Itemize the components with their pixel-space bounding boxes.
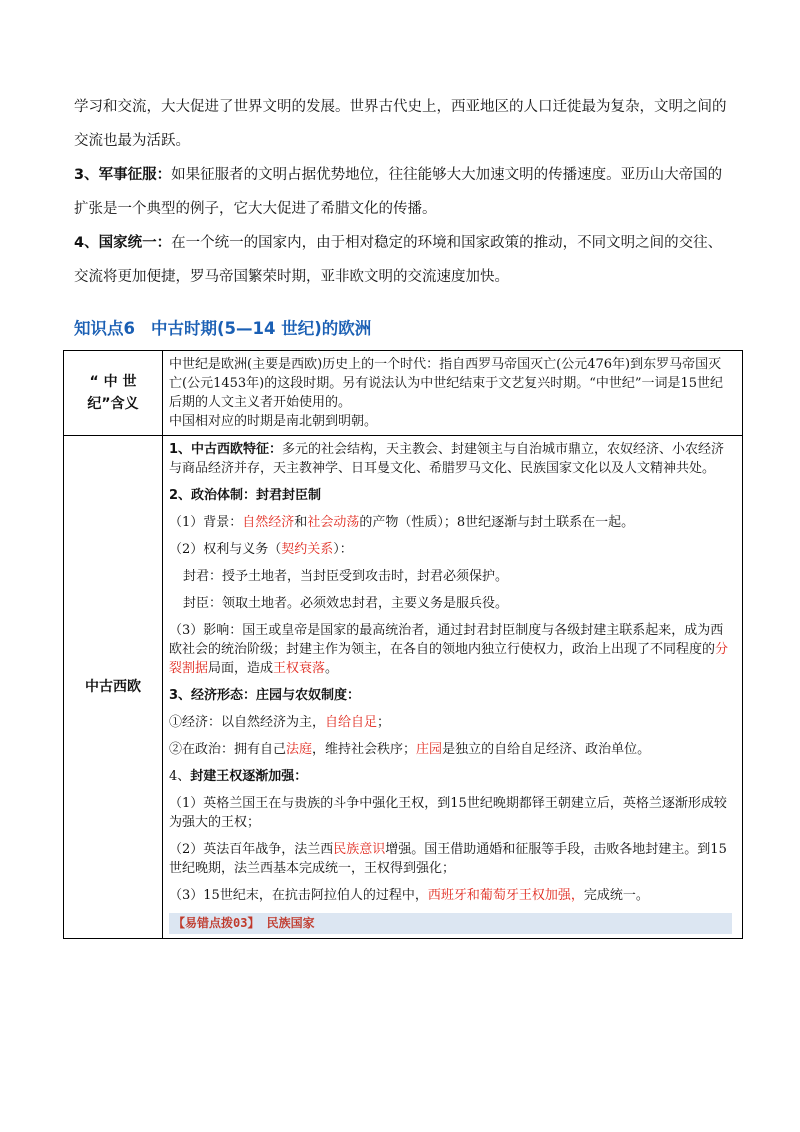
table-row (64, 436, 743, 939)
intro-paragraph-unification (74, 226, 734, 294)
highlight-contract: 契约关系 (281, 542, 334, 557)
western-europe-content (163, 436, 743, 939)
highlight-court: 法庭 (286, 742, 313, 757)
vassal-definition: 封臣：领取土地者。必须效忠封君，主要义务是服兵役。 (183, 596, 509, 611)
military-label: 3、军事征服： (74, 167, 172, 183)
section-number: 知识点6 (74, 319, 135, 338)
feature-block (169, 440, 732, 478)
royal-power-iberia: （3）15世纪末，在抗击阿拉伯人的过程中，西班牙和葡萄牙王权加强，完成统一。 (169, 888, 649, 903)
label-line-2: 纪”含义 (87, 396, 139, 412)
highlight-natural-economy: 自然经济 (242, 515, 295, 530)
highlight-self-sufficiency: 自给自足 (325, 715, 378, 730)
definition-china: 中国相对应的时期是南北朝到明朝。 (169, 414, 378, 429)
royal-power-heading: 4、封建王权逐渐加强： (169, 769, 308, 784)
political-background: （1）背景：自然经济和社会动荡的产物（性质）；8世纪逐渐与封土联系在一起。 (169, 515, 635, 530)
table-row (64, 351, 743, 436)
economic-heading: 3、经济形态：庄园与农奴制度： (169, 688, 361, 703)
row-label-middle-ages (64, 351, 163, 436)
intro-paragraph-military (74, 158, 734, 226)
section-title: 中古时期(5—14 世纪)的欧洲 (150, 319, 372, 338)
intro-paragraph-1: 学习和交流，大大促进了世界文明的发展。世界古代史上，西亚地区的人口迁徙最为复杂，文明之间的交流也最为活跃。 (74, 99, 727, 149)
unification-text: 在一个统一的国家内，由于相对稳定的环境和国家政策的推动，不同文明之间的交往、交流将更加便捷，罗马帝国繁荣时期，亚非欧文明的交流速度加快。 (74, 235, 723, 285)
middle-ages-definition (163, 351, 743, 436)
intro-section (74, 90, 734, 294)
error-tip-banner: 【易错点拨03】 民族国家 (169, 913, 732, 934)
feature-heading: 1、中古西欧特征： (169, 442, 283, 457)
military-text: 如果征服者的文明占据优势地位，往往能够大大加速文明的传播速度。亚历山大帝国的扩张是一个典型的例子，它大大促进了希腊文化的传播。 (74, 167, 723, 217)
highlight-national-consciousness: 民族意识 (333, 842, 386, 857)
feature-text: 多元的社会结构，天主教会、封建领主与自治城市鼎立，农奴经济、小农经济与商品经济并存，天主教神学、日耳曼文化、希腊罗马文化、民族国家文化以及人文精神共处。 (169, 442, 725, 476)
political-impact: （3）影响：国王或皇帝是国家的最高统治者，通过封君封臣制度与各级封建主联系起来，成为西欧社会的统治阶级；封建主作为领主，在各自的领地内独立行使权力，政治上出现了不同程度的分裂割据局面，造成王权衰落。 (169, 623, 729, 676)
political-heading: 2、政治体制：封君封臣制 (169, 488, 322, 503)
political-rights: （2）权利与义务（契约关系）： (169, 542, 353, 557)
knowledge-table (63, 350, 743, 939)
royal-power-france: （2）英法百年战争，法兰西民族意识增强。国王借助通婚和征服等手段，击败各地封建主。到15世纪晚期，法兰西基本完成统一，王权得到强化； (169, 842, 727, 876)
unification-label: 4、国家统一： (74, 235, 172, 251)
definition-text: 中世纪是欧洲(主要是西欧)历史上的一个时代：指自西罗马帝国灭亡(公元476年)到东罗马帝国灭亡(公元1453年)的这段时期。另有说法认为中世纪结束于文艺复兴时期。“中世纪”一词是15世纪后期的人文主义者开始使用的。 (169, 357, 724, 410)
economic-point-1: ①经济：以自然经济为主，自给自足； (169, 715, 391, 730)
label-line-1: “ 中 世 (89, 374, 137, 390)
highlight-fragmentation: 分裂割据 (169, 642, 729, 676)
highlight-manor: 庄园 (416, 742, 443, 757)
highlight-social-unrest: 社会动荡 (307, 515, 360, 530)
highlight-royal-decline: 王权衰落 (273, 661, 326, 676)
royal-power-england: （1）英格兰国王在与贵族的斗争中强化王权，到15世纪晚期都铎王朝建立后，英格兰逐渐形成较为强大的王权； (169, 796, 727, 830)
section-heading (74, 315, 387, 339)
highlight-iberian-royal-power: 西班牙和葡萄牙王权加强， (427, 888, 584, 903)
economic-point-2: ②在政治：拥有自己法庭，维持社会秩序；庄园是独立的自给自足经济、政治单位。 (169, 742, 651, 757)
lord-definition: 封君：授予土地者，当封臣受到攻击时，封君必须保护。 (183, 569, 509, 584)
row-label-western-europe: 中古西欧 (64, 436, 163, 939)
